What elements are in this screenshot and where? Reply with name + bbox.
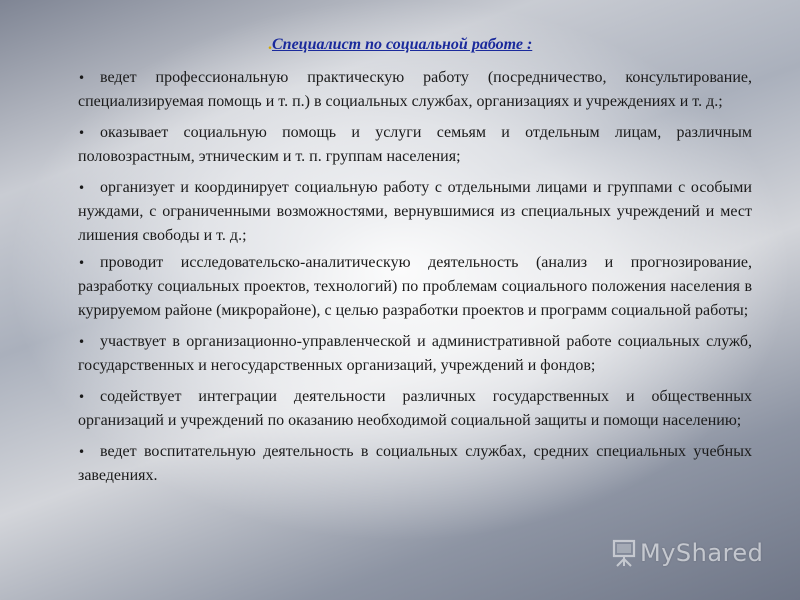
list-item	[78, 330, 752, 378]
bullet-icon: •	[78, 71, 86, 85]
bullet-icon: •	[78, 256, 86, 270]
title-text: Специалист по социальной работе :	[272, 36, 533, 53]
list-item-text: оказывает социальную помощь и услуги семьям и отдельным лицам, различным половозрастным, этническим и т. п. группам населения;	[78, 124, 752, 165]
title-dot: .	[268, 36, 272, 53]
list-item-text: участвует в организационно-управленческой и административной работе социальных служб, государственных и негосударственных организаций, учреждений и фондов;	[78, 333, 752, 374]
list-item	[78, 66, 752, 114]
slide-title	[268, 36, 532, 54]
presentation-board-icon	[612, 538, 636, 568]
list-item	[78, 121, 752, 169]
list-item	[78, 385, 752, 433]
bullet-icon: •	[78, 445, 86, 459]
bullet-icon: •	[78, 181, 86, 195]
bullet-list	[78, 66, 752, 495]
list-item-text: содействует интеграции деятельности различных государственных и общественных организаций и учреждений по оказанию необходимой социальной защиты и помощи населению;	[78, 388, 752, 429]
bullet-icon: •	[78, 390, 86, 404]
bullet-icon: •	[78, 126, 86, 140]
list-item-text: ведет воспитательную деятельность в социальных службах, средних специальных учебных заведениях.	[78, 443, 752, 484]
bullet-icon: •	[78, 335, 86, 349]
list-item-text: ведет профессиональную практическую работу (посредничество, консультирование, специализируемая помощь и т. п.) в социальных службах, организациях и учреждениях и т. д.;	[78, 69, 752, 110]
watermark	[612, 538, 763, 568]
list-item	[78, 251, 752, 323]
list-item-text: проводит исследовательско-аналитическую деятельность (анализ и прогнозирование, разработку социальных проектов, технологий) по проблемам социального положения населения в курируемом районе (микрорайоне), с целью разработки проектов и программ социальной работы;	[78, 254, 752, 319]
list-item	[78, 176, 752, 248]
watermark-text: MyShared	[640, 539, 764, 567]
list-item	[78, 440, 752, 488]
list-item-text: организует и координирует социальную работу с отдельными лицами и группами с особыми нуждами, с ограниченными возможностями, вернувшимися из специальных учреждений и мест лишения свободы и т. д.;	[78, 179, 752, 244]
